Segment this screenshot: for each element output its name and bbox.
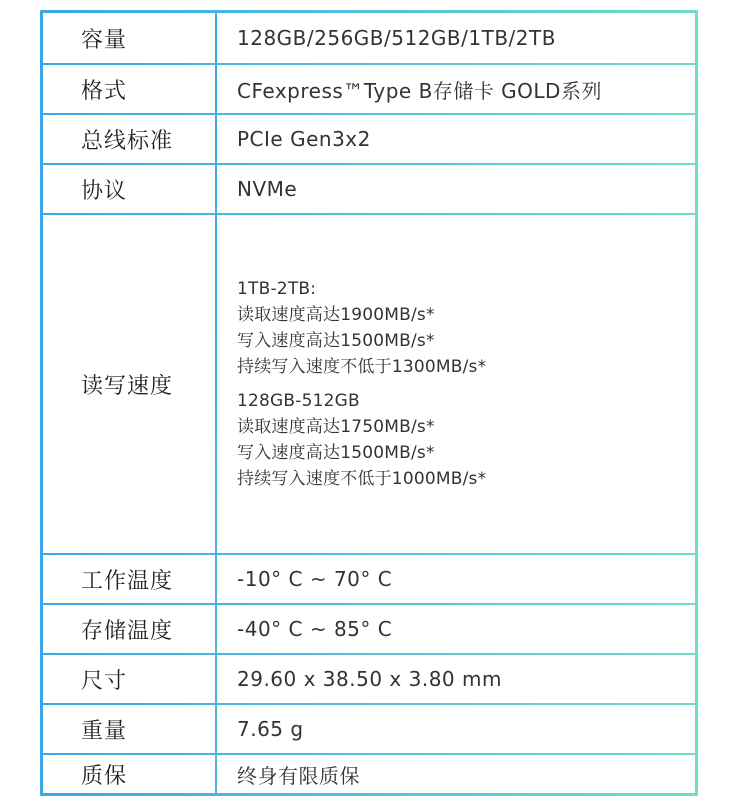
spec-table [43,13,695,793]
speed-line-sustained: 持续写入速度不低于1300MB/s* [237,357,487,377]
spec-label-weight: 重量 [81,718,128,744]
spec-label-storage-temp: 存储温度 [81,618,174,644]
spec-label-dimensions: 尺寸 [81,668,128,694]
spec-label-capacity: 容量 [81,27,128,53]
speed-group-small [237,388,486,492]
speed-line-read: 读取速度高达1900MB/s* [237,305,435,325]
speed-block [237,276,486,492]
spec-value-format: CFexpress™Type B存储卡 GOLD系列 [237,78,602,103]
spec-value-operating-temp: -10° C ~ 70° C [237,567,393,591]
spec-value-weight: 7.65 g [237,717,304,741]
spec-label-speed: 读写速度 [81,373,174,399]
spec-table-frame [40,10,698,796]
spec-label-warranty: 质保 [81,763,128,789]
speed-group-large [237,276,486,380]
speed-line-read: 读取速度高达1750MB/s* [237,417,435,437]
spec-value-speed [217,215,695,553]
spec-value-dimensions: 29.60 x 38.50 x 3.80 mm [237,667,502,691]
spec-label-protocol: 协议 [81,178,128,204]
spec-value-capacity: 128GB/256GB/512GB/1TB/2TB [237,26,556,50]
spec-value-bus: PCIe Gen3x2 [237,127,371,151]
spec-label-format: 格式 [81,78,128,104]
speed-group-heading: 1TB-2TB: [237,279,317,299]
spec-value-protocol: NVMe [237,177,298,201]
spec-value-storage-temp: -40° C ~ 85° C [237,617,393,641]
speed-line-write: 写入速度高达1500MB/s* [237,443,435,463]
spec-value-warranty: 终身有限质保 [237,763,360,788]
speed-line-sustained: 持续写入速度不低于1000MB/s* [237,469,487,489]
speed-line-write: 写入速度高达1500MB/s* [237,331,435,351]
spec-label-operating-temp: 工作温度 [81,568,174,594]
spec-label-bus: 总线标准 [81,128,174,154]
speed-group-heading: 128GB-512GB [237,391,360,411]
